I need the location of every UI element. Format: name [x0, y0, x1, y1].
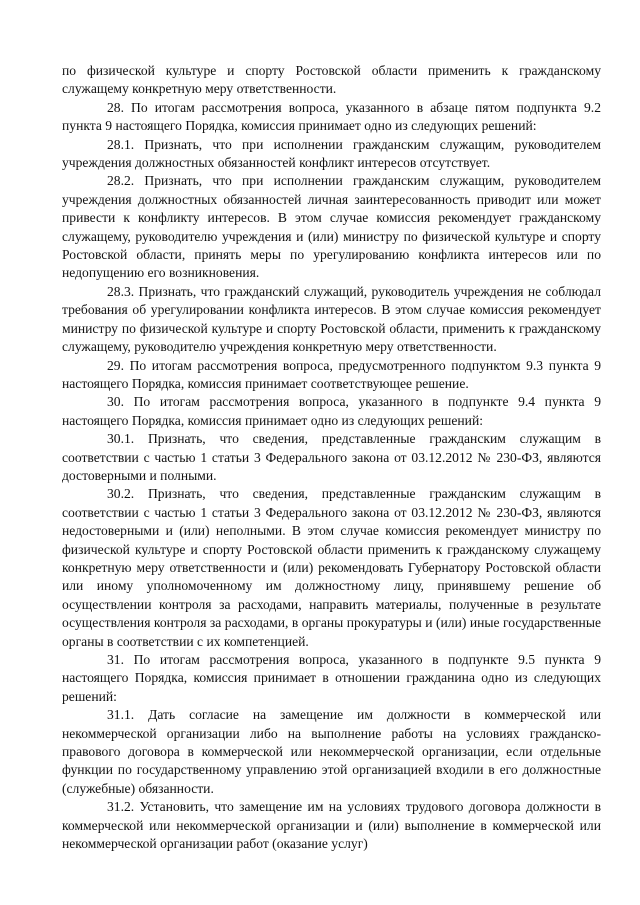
document-body: [62, 62, 601, 853]
paragraph-29: 29. По итогам рассмотрения вопроса, предусмотренного подпунктом 9.3 пункта 9 настоящего Порядка, комиссия принимает соответствующее решение.: [62, 357, 601, 391]
paragraph-28-2: 28.2. Признать, что при исполнении гражданским служащим, руководителем учреждения должностных обязанностей личная заинтересованность приводит или может привести к конфликту интересов. В этом случае комиссия рекомендует гражданскому служащему, руководителю учреждения и (или) министру по физической культуре и спорту Ростовской области, принять меры по урегулированию конфликта интересов или по недопущению его возникновения.: [62, 173, 601, 281]
paragraph-31: 31. По итогам рассмотрения вопроса, указанного в подпункте 9.5 пункта 9 настоящего Порядка, комиссия принимает в отношении гражданина одно из следующих решений:: [62, 652, 601, 704]
paragraph-continuation: по физической культуре и спорту Ростовской области применить к гражданскому служащему конкретную меру ответственности.: [62, 63, 601, 97]
paragraph-28-3: 28.3. Признать, что гражданский служащий, руководитель учреждения не соблюдал требования об урегулировании конфликта интересов. В этом случае комиссия рекомендует министру по физической культуре и спорту Ростовской области, применить к гражданскому служащему, руководителю учреждения конкретную меру ответственности.: [62, 283, 601, 355]
paragraph-28-1: 28.1. Признать, что при исполнении гражданским служащим, руководителем учреждения должностных обязанностей конфликт интересов отсутствует.: [62, 136, 601, 171]
paragraph-31-1: 31.1. Дать согласие на замещение им должности в коммерческой или некоммерческой организации либо на выполнение работы на условиях гражданско-правового договора в коммерческой или некоммерческой организации, если отдельные функции по государственному управлению этой организацией входили в его должностные (служебные) обязанности.: [62, 707, 601, 796]
paragraph-31-2: 31.2. Установить, что замещение им на условиях трудового договора должности в коммерческой или некоммерческой организации и (или) выполнение в коммерческой или некоммерческой организации работ (оказание услуг): [62, 799, 601, 852]
paragraph-30-2: 30.2. Признать, что сведения, представленные гражданским служащим в соответствии с частью 1 статьи 3 Федерального закона от 03.12.2012 № 230-ФЗ, являются недостоверными и (или) неполными. В этом случае комиссия рекомендует министру по физической культуре и спорту Ростовской области применить к гражданскому служащему конкретную меру ответственности и (или) рекомендовать Губернатору Ростовской области или иному уполномоченному им должностному лицу, принявшему решение об осуществлении контроля за расходами, направить материалы, полученные в результате осуществления контроля за расходами, в органы прокуратуры и (или) иные государственные органы в соответствии с их компетенцией.: [62, 486, 601, 649]
paragraph-28: 28. По итогам рассмотрения вопроса, указанного в абзаце пятом подпункта 9.2 пункта 9 настоящего Порядка, комиссия принимает одно из следующих решений:: [62, 99, 601, 134]
paragraph-30: 30. По итогам рассмотрения вопроса, указанного в подпункте 9.4 пункта 9 настоящего Порядка, комиссия принимает одно из следующих решений:: [62, 394, 601, 428]
paragraph-30-1: 30.1. Признать, что сведения, представленные гражданским служащим в соответствии с частью 1 статьи 3 Федерального закона от 03.12.2012 № 230-ФЗ, являются достоверными и полными.: [62, 431, 601, 483]
